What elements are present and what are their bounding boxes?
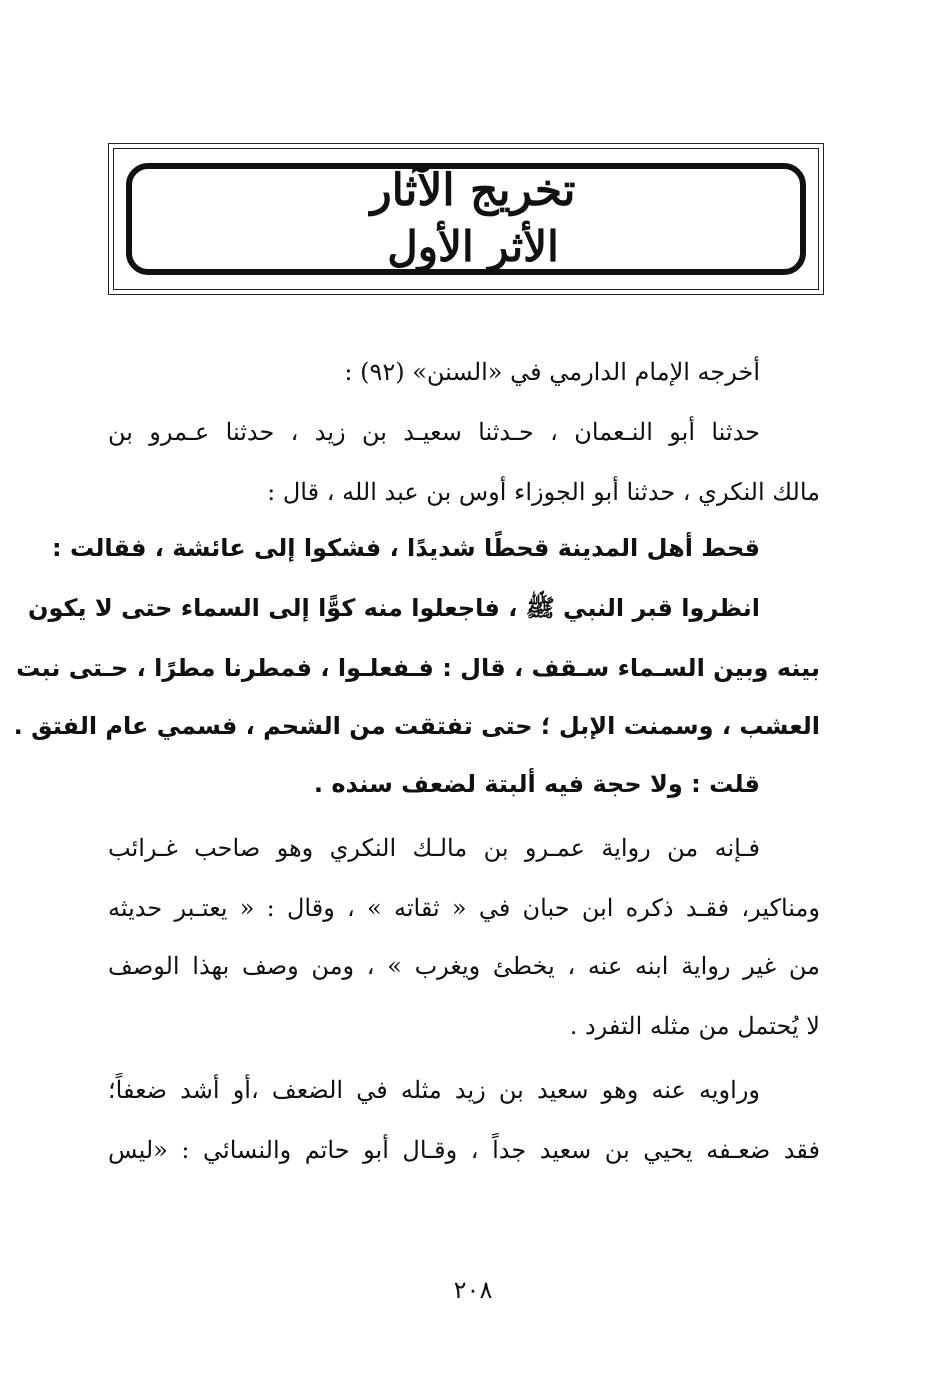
- hadith-line: قحط أهل المدينة قحطًا شديدًا ، فشكوا إلى عائشة ، فقالت :: [52, 534, 760, 562]
- chapter-subtitle: الأثر الأول: [387, 222, 559, 271]
- page-number: ٢٠٨: [453, 1276, 493, 1304]
- hadith-line: بينه وبين السـماء سـقف ، قال : فـفعلـوا ، فمطرنا مطرًا ، حـتى نبت: [16, 654, 820, 682]
- comment-line: قلت : ولا حجة فيه ألبتة لضعف سنده .: [313, 770, 760, 798]
- hadith-line: العشب ، وسمنت الإبل ؛ حتى تفتقت من الشحم ، فسمي عام الفتق .: [13, 712, 820, 740]
- text-line: فقد ضعـفه يحيي بن سعيد جداً ، وقـال أبو حاتم والنسائي : «ليس: [108, 1136, 820, 1164]
- text-line: من غير رواية ابنه عنه ، يخطئ ويغرب » ، ومن وصف بهذا الوصف: [108, 952, 820, 980]
- text-line: فـإنه من رواية عمـرو بن مالـك النكري وهو صاحب غـرائب: [108, 834, 760, 862]
- text-line: لا يُحتمل من مثله التفرد .: [569, 1012, 820, 1040]
- text-line: حدثنا أبو النـعمان ، حـدثنا سعيـد بن زيد ، حدثنا عـمرو بن: [108, 418, 761, 446]
- chapter-title: تخريج الآثار: [370, 165, 576, 216]
- text-line: أخرجه الإمام الدارمي في «السنن» (٩٢) :: [344, 358, 760, 386]
- text-line: مالك النكري ، حدثنا أبو الجوزاء أوس بن عبد الله ، قال :: [267, 478, 820, 506]
- text-line: ومناكير، فقـد ذكره ابن حبان في « ثقاته » ، وقال : « يعتـبر حديثه: [108, 894, 820, 922]
- text-line: وراويه عنه وهو سعيد بن زيد مثله في الضعف ،أو أشد ضعفاً؛: [108, 1076, 760, 1104]
- hadith-line: انظروا قبر النبي ﷺ ، فاجعلوا منه كوًّا إلى السماء حتى لا يكون: [28, 594, 760, 622]
